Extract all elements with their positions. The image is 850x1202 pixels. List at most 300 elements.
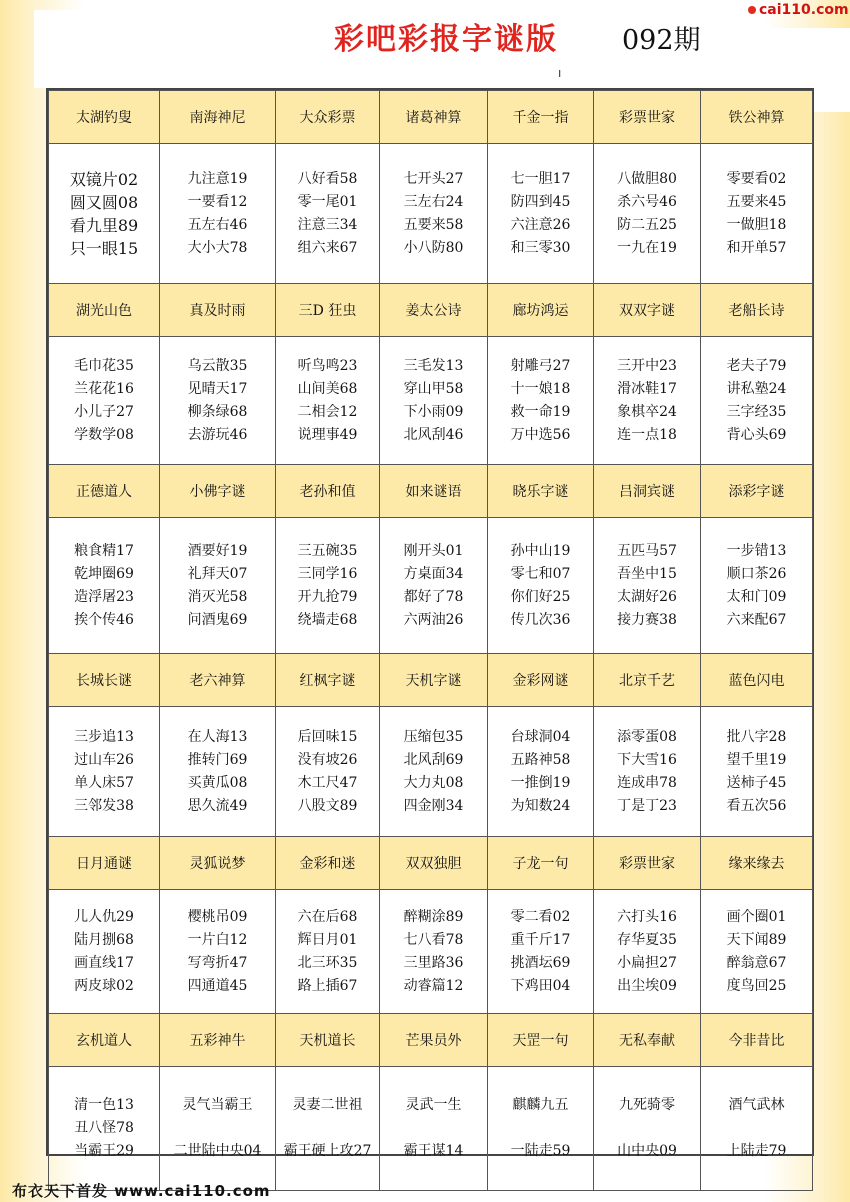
prediction-lines [594,168,700,260]
prediction-line: 毛巾花35 [74,357,134,374]
prediction-lines [701,906,812,998]
prediction-lines [49,355,159,447]
prediction-row [49,890,813,1014]
prediction-cell [594,1067,701,1191]
prediction-lines [276,906,379,998]
prediction-line: 你们好25 [510,588,571,605]
prediction-line [160,1117,275,1140]
header-row [49,654,813,707]
prediction-line: 二世陆中央04 [173,1143,262,1159]
prediction-lines [160,906,275,998]
prediction-cell [276,337,380,465]
prediction-cell [488,144,594,284]
prediction-line: 下鸡田04 [510,977,571,994]
prediction-line: 一陆走59 [510,1143,571,1159]
prediction-line: 吾坐中15 [617,565,677,582]
prediction-line: 九注意19 [187,170,248,187]
header-row [49,837,813,890]
prediction-line: 动睿篇12 [403,977,464,994]
prediction-row [49,707,813,837]
column-header: 大众彩票 [276,91,380,144]
prediction-cell [701,518,813,654]
prediction-line: 粮食精17 [74,542,134,559]
prediction-line: 柳条绿68 [187,403,248,420]
prediction-line: 儿人仇29 [74,908,134,925]
prediction-lines [701,1094,812,1163]
prediction-line: 三邻发38 [74,797,134,814]
prediction-cell [380,518,488,654]
prediction-line: 五要来45 [726,193,787,210]
prediction-line: 传几次36 [510,611,571,628]
prediction-lines [380,1094,487,1163]
column-header: 金彩和迷 [276,837,380,890]
prediction-cell [380,144,488,284]
prediction-line: 绕墙走68 [297,611,358,628]
header-row [49,284,813,337]
prediction-line: 注意三34 [297,216,358,233]
prediction-cell [380,707,488,837]
prediction-line: 防四到45 [510,193,571,210]
prediction-cell [160,890,276,1014]
prediction-line: 三左右24 [403,193,464,210]
prediction-line: 象棋卒24 [617,403,677,420]
prediction-cell [49,1067,160,1191]
prediction-lines [594,355,700,447]
prediction-line: 樱桃吊09 [187,908,248,925]
prediction-cell [701,144,813,284]
prediction-cell [276,144,380,284]
prediction-line: 去游玩46 [187,426,248,443]
prediction-row [49,337,813,465]
prediction-line: 批八字28 [726,728,787,745]
column-header: 蓝色闪电 [701,654,813,707]
prediction-line: 三步追13 [74,728,134,745]
prediction-line: 存华夏35 [617,931,677,948]
column-header: 吕洞宾谜 [594,465,701,518]
prediction-line: 四通道45 [187,977,248,994]
column-header: 灵狐说梦 [160,837,276,890]
prediction-cell [701,890,813,1014]
prediction-line: 六两油26 [403,611,464,628]
prediction-line: 八好看58 [297,170,358,187]
prediction-line: 在人海13 [187,728,248,745]
prediction-lines [49,906,159,998]
prediction-line: 台球洞04 [510,728,571,745]
column-header: 金彩网谜 [488,654,594,707]
riddle-table [46,88,814,1159]
prediction-lines [276,168,379,260]
prediction-line: 一九在19 [617,239,677,256]
prediction-line: 路上插67 [297,977,358,994]
column-header: 红枫字谜 [276,654,380,707]
prediction-lines [160,355,275,447]
prediction-line: 辉日月01 [297,931,358,948]
prediction-line: 大小大78 [187,239,248,256]
page-title: 彩吧彩报字谜版 [334,22,558,57]
prediction-line [594,1117,700,1140]
prediction-line: 七八看78 [403,931,464,948]
column-header: 日月通谜 [49,837,160,890]
prediction-line: 写弯折47 [187,954,248,971]
prediction-cell [160,518,276,654]
prediction-lines [49,168,159,260]
prediction-cell [701,707,813,837]
site-logo [748,2,849,18]
prediction-line: 山中央09 [617,1143,677,1159]
prediction-line: 零要看02 [726,170,787,187]
prediction-cell [594,144,701,284]
prediction-line: 顺口茶26 [726,565,787,582]
prediction-line: 说理事49 [297,426,358,443]
prediction-line: 一步错13 [726,542,787,559]
prediction-line: 四金刚34 [403,797,464,814]
prediction-line: 三同学16 [297,565,358,582]
prediction-line: 送柿子45 [726,774,787,791]
prediction-line: 酒气武林 [728,1097,785,1113]
prediction-line: 救一命19 [510,403,571,420]
issue-number: 092期 [622,25,701,56]
prediction-line: 背心头69 [726,426,787,443]
prediction-line: 三毛发13 [403,357,464,374]
prediction-line: 单人床57 [74,774,134,791]
prediction-line: 木工尺47 [297,774,358,791]
prediction-lines [160,540,275,632]
prediction-cell [701,337,813,465]
prediction-line: 射雕弓27 [510,357,571,374]
column-header: 今非昔比 [701,1014,813,1067]
column-header: 彩票世家 [594,91,701,144]
prediction-line: 组六来67 [297,239,358,256]
prediction-lines [594,1094,700,1163]
prediction-line: 北风刮69 [403,751,464,768]
prediction-line: 六来配67 [726,611,787,628]
prediction-cell [160,707,276,837]
prediction-line: 十一娘18 [510,380,571,397]
prediction-lines [701,540,812,632]
prediction-cell [160,337,276,465]
blank-panel-left [34,10,268,88]
prediction-line: 一要看12 [187,193,248,210]
prediction-row [49,518,813,654]
header-row [49,465,813,518]
prediction-line: 两皮球02 [74,977,134,994]
prediction-row [49,144,813,284]
prediction-line: 礼拜天07 [187,565,248,582]
prediction-cell [488,890,594,1014]
prediction-line: 灵气当霸王 [182,1097,253,1113]
prediction-lines [380,906,487,998]
prediction-lines [160,1094,275,1163]
prediction-line: 添零蛋08 [617,728,677,745]
prediction-line: 学数学08 [74,426,134,443]
prediction-cell [276,1067,380,1191]
prediction-line: 方桌面34 [403,565,464,582]
prediction-line: 灵妻二世祖 [292,1097,363,1113]
prediction-line: 七一胆17 [510,170,571,187]
prediction-line: 陆月捌68 [74,931,134,948]
column-header: 千金一指 [488,91,594,144]
prediction-line: 消灭光58 [187,588,248,605]
column-header: 真及时雨 [160,284,276,337]
prediction-line: 三开中23 [617,357,677,374]
prediction-line: 三里路36 [403,954,464,971]
column-header: 湖光山色 [49,284,160,337]
prediction-cell [160,1067,276,1191]
column-header: 诸葛神算 [380,91,488,144]
prediction-line: 穿山甲58 [403,380,464,397]
prediction-cell [488,518,594,654]
prediction-line: 杀六号46 [617,193,677,210]
prediction-cell [49,144,160,284]
prediction-lines [276,540,379,632]
column-header: 子龙一句 [488,837,594,890]
logo-dot-icon [748,6,756,14]
prediction-line: 下大雪16 [617,751,677,768]
prediction-line: 下小雨09 [403,403,464,420]
prediction-line: 只一眼15 [69,238,139,258]
prediction-lines [160,168,275,260]
prediction-line: 一做胆18 [726,216,787,233]
prediction-line: 双镜片02 [69,169,139,189]
prediction-line: 出尘埃09 [617,977,677,994]
prediction-line [276,1117,379,1140]
prediction-line: 麒麟九五 [512,1097,569,1113]
column-header: 太湖钓叟 [49,91,160,144]
column-header: 老船长诗 [701,284,813,337]
prediction-line: 太和门09 [726,588,787,605]
prediction-line: 北三环35 [297,954,358,971]
prediction-line: 和开单57 [726,239,787,256]
prediction-line: 和三零30 [510,239,571,256]
prediction-line: 八股文89 [297,797,358,814]
prediction-line: 画个圈01 [726,908,787,925]
column-header: 双双独胆 [380,837,488,890]
column-header: 五彩神牛 [160,1014,276,1067]
prediction-line: 酒要好19 [187,542,248,559]
prediction-line: 二相会12 [297,403,358,420]
prediction-line: 五路神58 [510,751,571,768]
column-header: 天罡一句 [488,1014,594,1067]
prediction-line: 挑酒坛69 [510,954,571,971]
column-header: 添彩字谜 [701,465,813,518]
prediction-line: 一推倒19 [510,774,571,791]
prediction-lines [488,906,593,998]
column-header: 长城长谜 [49,654,160,707]
prediction-lines [160,726,275,818]
prediction-lines [276,726,379,818]
prediction-cell [49,890,160,1014]
prediction-line: 为知数24 [510,797,571,814]
prediction-line: 小扁担27 [617,954,677,971]
prediction-line: 重千斤17 [510,931,571,948]
prediction-line: 七开头27 [403,170,464,187]
prediction-line: 滑冰鞋17 [617,380,677,397]
prediction-line: 乾坤圈69 [74,565,134,582]
column-header: 老六神算 [160,654,276,707]
prediction-line: 防二五25 [617,216,677,233]
prediction-line: 望千里19 [726,751,787,768]
prediction-cell [594,707,701,837]
prediction-line: 挨个传46 [74,611,134,628]
prediction-line: 九死骑零 [619,1097,675,1113]
prediction-line: 画直线17 [74,954,134,971]
site-name: cai110.com [759,2,849,18]
prediction-line: 六在后68 [297,908,358,925]
column-header: 晓乐字谜 [488,465,594,518]
prediction-cell [380,1067,488,1191]
prediction-lines [49,540,159,632]
prediction-line: 三字经35 [726,403,787,420]
prediction-line: 老夫子79 [726,357,787,374]
prediction-line: 买黄瓜08 [187,774,248,791]
column-header: 三D 狂虫 [276,284,380,337]
column-header: 天机道长 [276,1014,380,1067]
prediction-line: 五匹马57 [617,542,677,559]
prediction-cell [49,337,160,465]
prediction-line: 度鸟回25 [726,977,787,994]
prediction-line: 看九里89 [69,215,139,235]
prediction-line [488,1117,593,1140]
prediction-line: 连成串78 [617,774,677,791]
prediction-lines [594,906,700,998]
prediction-cell [701,1067,813,1191]
prediction-cell [594,890,701,1014]
prediction-cell [594,518,701,654]
prediction-line: 造浮屠23 [74,588,134,605]
prediction-line: 看五次56 [726,797,787,814]
prediction-line: 万中选56 [510,426,571,443]
prediction-line: 听鸟鸣23 [297,357,358,374]
prediction-line: 推转门69 [187,751,248,768]
prediction-line: 讲私塾24 [726,380,787,397]
riddle-grid [48,90,813,1191]
prediction-line: 大力丸08 [403,774,464,791]
small-mark: ı [558,66,562,80]
prediction-line: 接力赛38 [617,611,677,628]
column-header: 小佛字谜 [160,465,276,518]
prediction-lines [594,540,700,632]
prediction-lines [276,1094,379,1163]
column-header: 无私奉献 [594,1014,701,1067]
prediction-line: 霸王硬上攻27 [283,1143,372,1159]
prediction-cell [276,518,380,654]
prediction-line: 后回味15 [297,728,358,745]
prediction-line: 零七和07 [510,565,571,582]
column-header: 正德道人 [49,465,160,518]
prediction-line: 天下闻89 [726,931,787,948]
prediction-line: 丁是丁23 [617,797,677,814]
prediction-lines [488,355,593,447]
prediction-lines [488,540,593,632]
prediction-line: 上陆走79 [726,1143,787,1159]
prediction-cell [488,337,594,465]
column-header: 廊坊鸿运 [488,284,594,337]
prediction-line: 圆又圆08 [69,192,139,212]
prediction-line: 开九抢79 [297,588,358,605]
column-header: 如来谜语 [380,465,488,518]
prediction-line: 小八防80 [403,239,464,256]
prediction-cell [276,890,380,1014]
prediction-lines [594,726,700,818]
column-header: 老孙和值 [276,465,380,518]
prediction-line: 见晴天17 [187,380,248,397]
column-header: 缘来缘去 [701,837,813,890]
prediction-line: 六注意26 [510,216,571,233]
header-row [49,1014,813,1067]
prediction-line: 五左右46 [187,216,248,233]
prediction-lines [276,355,379,447]
prediction-line: 连一点18 [617,426,677,443]
column-header: 铁公神算 [701,91,813,144]
column-header: 彩票世家 [594,837,701,890]
column-header: 北京千艺 [594,654,701,707]
prediction-row [49,1067,813,1191]
prediction-lines [701,355,812,447]
prediction-line: 醉翁意67 [726,954,787,971]
prediction-cell [380,890,488,1014]
prediction-line: 压缩包35 [403,728,464,745]
prediction-line: 零一尾01 [297,193,358,210]
prediction-cell [49,707,160,837]
prediction-line: 孙中山19 [510,542,571,559]
prediction-line: 八做胆80 [617,170,677,187]
prediction-lines [380,726,487,818]
prediction-lines [380,355,487,447]
prediction-lines [488,1094,593,1163]
prediction-line: 丑八怪78 [74,1120,134,1136]
prediction-line: 北风刮46 [403,426,464,443]
prediction-line: 灵武一生 [405,1097,462,1113]
prediction-line: 醉糊涂89 [403,908,464,925]
prediction-line [701,1117,812,1140]
prediction-line: 清一色13 [74,1097,134,1113]
prediction-line: 一片白12 [187,931,248,948]
column-header: 南海神尼 [160,91,276,144]
prediction-cell [276,707,380,837]
column-header: 天机字谜 [380,654,488,707]
prediction-cell [488,707,594,837]
prediction-cell [380,337,488,465]
prediction-line: 没有坡26 [297,751,358,768]
prediction-line: 山间美68 [297,380,358,397]
prediction-cell [594,337,701,465]
footer-text: 布衣天下首发 www.cai110.com [12,1182,271,1200]
prediction-lines [701,168,812,260]
prediction-lines [380,540,487,632]
prediction-line: 乌云散35 [187,357,248,374]
prediction-lines [488,726,593,818]
prediction-lines [49,726,159,818]
prediction-cell [488,1067,594,1191]
prediction-line: 零二看02 [510,908,571,925]
prediction-line: 思久流49 [187,797,248,814]
column-header: 双双字谜 [594,284,701,337]
prediction-lines [380,168,487,260]
prediction-line: 刚开头01 [403,542,464,559]
prediction-line: 当霸王29 [74,1143,134,1159]
prediction-lines [701,726,812,818]
prediction-lines [49,1094,159,1163]
prediction-line: 霸王谋14 [403,1143,464,1159]
prediction-cell [49,518,160,654]
prediction-line: 过山车26 [74,751,134,768]
column-header: 芒果员外 [380,1014,488,1067]
header-row [49,91,813,144]
prediction-line: 问酒鬼69 [187,611,248,628]
prediction-line [380,1117,487,1140]
prediction-line: 都好了78 [403,588,464,605]
prediction-line: 六打头16 [617,908,677,925]
